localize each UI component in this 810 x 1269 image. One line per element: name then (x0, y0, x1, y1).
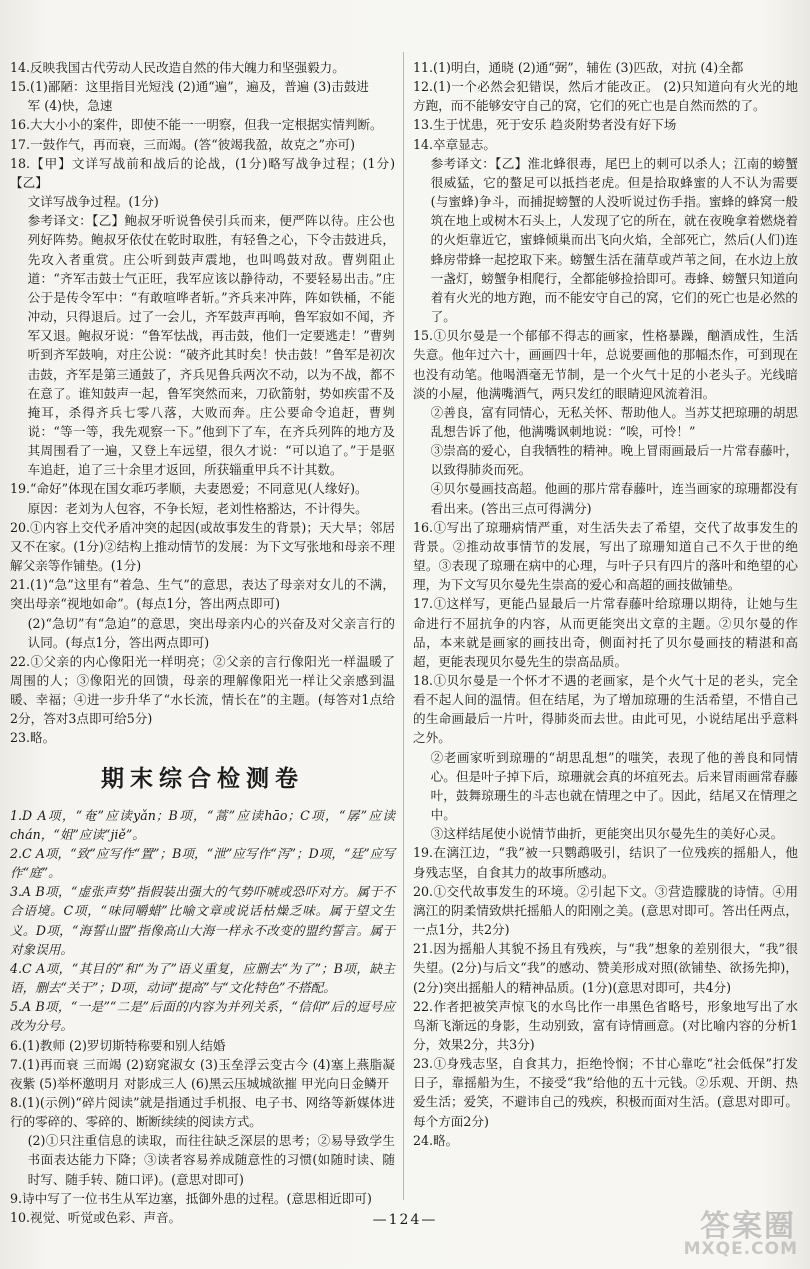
answer-item: 20.①内容上交代矛盾冲突的起因(或故事发生的背景)；天大旱；邻居又不在家。(1分)②结构上推动情节的发展：为下文写张地和母亲不理解父亲等作铺垫。(1分) (10, 519, 395, 574)
answer-item: 24.略。 (413, 1132, 459, 1148)
answer-item: 13.生于忧患，死于安乐 趋炎附势者没有好下场 (413, 117, 677, 133)
answer-item: (2)“急切”有“急迫”的意思，突出母亲内心的兴奋及对父亲言行的认同。(每点1分，答出两点即可) (27, 615, 395, 650)
answer-item: 18.【甲】文详写战前和战后的论战，(1分)略写战争过程；(1分)【乙】 (10, 155, 395, 190)
watermark-text: 答案圈 (700, 1209, 796, 1244)
answer-item: 17.①这样写，更能凸显最后一片常春藤叶给琼珊以期待，让她与生命进行不屈抗争的内容，从而更能突出文章的主题。②贝尔曼的作品，本来就是画家的画技出奇，侧面衬托了贝尔曼画技的精湛和高超，更能表现贝尔曼先生的崇高品质。 (413, 596, 798, 669)
final-exam-answers (10, 806, 395, 1227)
answer-item: 23.①身残志坚，自食其力，拒绝怜悯；不甘心靠吃“社会低保”打发日子，靠摇船为生，不接受“我”给他的五十元钱。②乐观、开朗、热爱生活；爱笑，不避讳自己的残疾，积极而面对生活。(意思对即可。每个方面2分) (413, 1056, 798, 1129)
answer-item: 15.(1)鄙陋：这里指目光短浅 (2)通“遍”，遍及，普遍 (3)击鼓进 (10, 79, 369, 95)
answer-item: 6.(1)教师 (2)罗切斯特称要和别人结婚 (10, 1037, 226, 1053)
answer-item: 军 (4)快，急速 (27, 98, 113, 114)
answer-item: ②老画家听到琼珊的“胡思乱想”的嗤笑，表现了他的善良和同情心。但是叶子掉下后，琼珊就会真的坏疽死去。后来冒雨画常春藤叶，鼓舞琼珊生的斗志也就在情理之中了。因此，结尾又在情理之中。 (430, 749, 798, 823)
section-title: 期末综合检测卷 (101, 764, 304, 792)
answer-item: 4.C A项，“其目的”和“为了”语义重复，应删去“为了”；B项，缺主语，删去“关于”；D项，动词“提高”与“文化特色”不搭配。 (10, 960, 395, 996)
answer-item: 18.①贝尔曼是一个怀才不遇的老画家，是个火气十足的老头，完全看不起人间的温情。但在结尾，为了增加琼珊的生活希望，不惜自己的生命画最后一片叶，得肺炎而去世。由此可见，小说结尾出乎意料之外。 (413, 673, 798, 746)
left-answers (10, 58, 395, 748)
right-column (413, 58, 798, 1209)
answer-item: (2)①只注重信息的读取，而往往缺乏深层的思考；②易导致学生书面表达能力下降；③读者容易养成随意性的习惯(如随时读、随时写、随手转、随口评)。(意思对即可) (27, 1133, 395, 1187)
column-divider (403, 52, 404, 1200)
answer-item: 16.大大小小的案件，即使不能一一明察，但我一定根据实情判断。 (10, 117, 383, 133)
watermark-url: MXQE.COM (683, 1239, 798, 1259)
answer-item: ④贝尔曼画技高超。他画的那片常春藤叶，连当画家的琼珊都没有看出来。(答出三点可得满分) (430, 481, 798, 516)
answer-item: 12.(1)一个必然会犯错误，然后才能改正。 (2)只知道向有火光的地方跑，而不能够安守自己的窝，它们的死亡也是自然而然的了。 (413, 79, 798, 114)
answer-item: 22.作者把被笑声惊飞的水鸟比作一串黑色省略号，形象地写出了水鸟渐飞渐远的身影，生动别致，富有诗情画意。(对比喻内容的分析1分，效果2分，共3分) (413, 998, 798, 1052)
answer-item: 20.①交代故事发生的环境。②引起下文。③营造朦胧的诗情。④用漓江的阴柔情致烘托摇船人的阳刚之美。(意思对即可。答出任两点，一点1分，共2分) (413, 883, 798, 938)
right-answers (413, 58, 798, 1150)
answer-item: 23.略。 (10, 730, 56, 746)
answer-item: 15.①贝尔曼是一个郁郁不得志的画家，性格暴躁，酗酒成性，生活失意。他年过六十，画画四十年，总说要画他的那幅杰作，可到现在也没有动笔。他喝酒毫无节制，是一个火气十足的小老头子。光线暗淡的小屋，他满嘴酒气，两只发红的眼睛迎风流着泪。 (413, 328, 798, 401)
answer-item: ②善良，富有同情心，无私关怀、帮助他人。当苏艾把琼珊的胡思乱想告诉了他，他满嘴讽刺地说：“唉，可怜！” (430, 404, 798, 439)
answer-item: ③这样结尾使小说情节曲折，更能突出贝尔曼先生的美好心灵。 (430, 826, 784, 842)
answer-item: 9.诗中写了一位书生从军边塞，抵御外患的过程。(意思相近即可) (10, 1190, 372, 1206)
answer-item: 22.①父亲的内心像阳光一样明亮；②父亲的言行像阳光一样温暖了周围的人；③像阳光的回馈，母亲的理解像阳光一样让父亲感到温暖、幸福；④进一步升华了“水长流，情长在”的主题。(每答对1点给2分，答对3点即可给5分) (10, 653, 395, 727)
answer-item: 7.(1)再而衰 三而竭 (2)窈窕淑女 (3)玉垒浮云变古今 (4)塞上燕脂凝夜紫 (5)举杯邀明月 对影成三人 (6)黑云压城城欲摧 甲光向日金鳞开 (10, 1056, 395, 1091)
answer-item: 8.(1)(示例)“碎片阅读”就是指通过手机报、电子书、网络等新媒体进行的零碎的、零碎的、断断续续的阅读方式。 (10, 1094, 395, 1130)
answer-item: 21.因为摇船人其貌不扬且有残疾，与“我”想象的差别很大，“我”很失望。(2分)与后文“我”的感动、赞美形成对照(欲铺垫、欲扬先抑)，(2分)突出摇船人的精神品质。(1分)(意思对即可，共4分) (413, 941, 798, 995)
reference-translation: 参考译文：【乙】鲍叔牙听说鲁侯引兵而来，便严阵以待。庄公也列好阵势。鲍叔牙依仗在乾时取胜，有轻鲁之心，下令击鼓进兵，先攻入者重赏。庄公听到鼓声震地，也叫鸣鼓对敌。曹刿阻止道：“齐军击鼓士气正旺，我军应该以静待动，不要轻易出击。”庄公于是传令军中：“有敢喧哗者斩。”齐兵来冲阵，阵如铁桶，不能冲动，只得退后。过了一会儿，齐军鼓声再响，鲁军寂如不闻，齐军又退。鲍叔牙说：“鲁军怯战，再击鼓，他们一定要逃走！”曹刿听到齐军鼓响，对庄公说：“破齐此其时矣！快击鼓！”鲁军是初次击鼓，齐军是第三通鼓了，齐兵见鲁兵两次不动，以为不战，都不在意了。谁知鼓声一起，鲁军突然而来，刀砍箭射，势如疾雷不及掩耳，杀得齐兵七零八落，大败而奔。庄公要命令追赶，曹刿说：“等一等，我先观察一下。”他到下了车，在齐兵列阵的地方及其周围看了一遍，又登上车远望，很久才说：“可以追了。”于是驱车追赶，追了三十余里才返回，所获辎重甲兵不计其数。 (27, 213, 395, 478)
answer-item: 10.视觉、听觉或色彩、声音。 (10, 1209, 182, 1225)
answer-item: 3.A B项，“虚张声势”指假装出强大的气势吓唬或恐吓对方。属于不合语境。C项，“味同嚼蜡”比喻文章或说话枯燥乏味。属于望文生义。D项，“海誓山盟”指像高山大海一样永不改变的盟约誓言。属于对象误用。 (10, 884, 395, 957)
left-column (10, 58, 395, 1225)
answer-item: 文详写战争过程。(1分) (27, 194, 159, 210)
answer-item: 原因：老刘为人包容，不争长短，老刘性格豁达，不计得失。 (27, 500, 368, 516)
answer-item: 16.①写出了琼珊病情严重，对生活失去了希望，交代了故事发生的背景。②推动故事情节的发展，写出了琼珊知道自己不久于世的绝望。③表现了琼珊在病中的心理，与叶子只有四片的落叶和绝望的心理，为下文写贝尔曼先生崇高的爱心和高超的画技做铺垫。 (413, 519, 798, 593)
answer-item: 14.卒章显志。 (413, 136, 496, 152)
answer-item: 21.(1)“急”这里有“着急、生气”的意思，表达了母亲对女儿的不满，突出母亲“视地如命”。(每点1分，答出两点即可) (10, 577, 395, 612)
page-number: —124— (372, 1212, 438, 1228)
answer-item: ③崇高的爱心，自我牺牲的精神。晚上冒雨画最后一片常春藤叶，以致得肺炎而死。 (430, 443, 798, 478)
reference-translation: 参考译文：【乙】淮北蜂很毒，尾巴上的刺可以杀人；江南的螃蟹很威猛，它的螯足可以抵挡老虎。但是拾取蜂蜜的人不认为需要(与蜜蜂)争斗，而捕捉螃蟹的人没听说过伤手指。蜜蜂的蜂窝一般筑在地上或树木石头上，人发现了它的所在，就在夜晚拿着燃烧着的火炬靠近它，蜜蜂倾巢而出飞向火焰，全部死亡，然后(人们)连蜂房带蜂一起挖取下来。螃蟹生活在蒲草或芦苇之间，在水边上放一盏灯，螃蟹争相爬行，全都能够捡拾即可。毒蜂、螃蟹只知道向着有火光的地方跑，而不能安守自己的窝，它们的死亡也是必然的了。 (430, 155, 798, 325)
answer-item: 5.A B项，“一是”“二是”后面的内容为并列关系，“信仰”后的逗号应改为分号。 (10, 999, 395, 1034)
answer-item: 14.反映我国古代劳动人民改造自然的伟大魄力和坚强毅力。 (10, 60, 345, 75)
answer-item: 2.C A项，“致”应写作“置”；B项，“泄”应写作“泻”；D项，“廷”应写作“庭”。 (10, 845, 395, 881)
answer-item: 11.(1)明白，通晓 (2)通“弼”，辅佐 (3)匹敌，对抗 (4)全都 (413, 60, 744, 75)
answer-item: 19.在漓江边，“我”被一只鹦鹉吸引，结识了一位残疾的摇船人，他身残志坚，自食其力的故事所感动。 (413, 845, 798, 880)
answer-item: 1.D A项，“奄”应读yǎn；B项，“蒿”应读hāo；C项，“孱”应读chán，“姐”应读“jiě”。 (10, 807, 395, 842)
answer-item: 17.一鼓作气，再而衰，三而竭。(答“彼竭我盈，故克之”亦可) (10, 136, 355, 152)
watermark-logo (666, 1201, 798, 1263)
answer-item: 19.“命好”体现在国女乖巧孝顺，夫妻恩爱；不同意见(人缘好)。 (10, 481, 368, 497)
